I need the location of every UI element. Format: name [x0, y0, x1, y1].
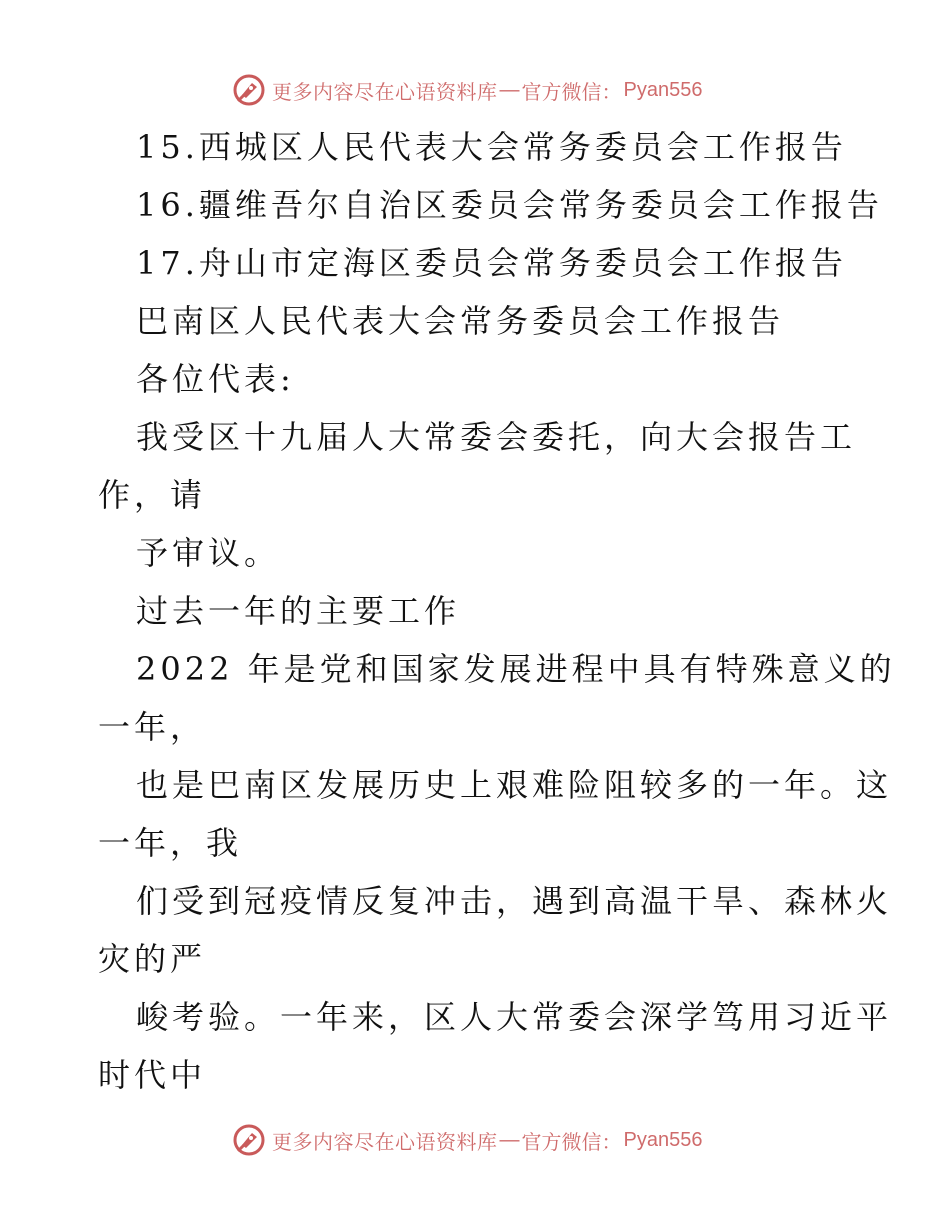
text-line: 峻考验。一年来，区人大常委会深学笃用习近平	[136, 998, 893, 1036]
text-line: 15.西城区人民代表大会常务委员会工作报告	[136, 128, 847, 166]
text-line: 灾的严	[98, 940, 207, 978]
text-line: 予审议。	[136, 534, 281, 572]
text-line: 们受到冠疫情反复冲击，遇到高温干旱、森林火	[136, 882, 893, 920]
header-banner	[232, 70, 702, 110]
text-line: 作，请	[98, 476, 207, 514]
text-line: 16.疆维吾尔自治区委员会常务委员会工作报告	[136, 186, 883, 224]
text-line: 巴南区人民代表大会常务委员会工作报告	[136, 302, 785, 340]
text-line: 各位代表:	[136, 360, 295, 398]
pen-nib-logo-icon	[232, 1123, 266, 1157]
banner-brand: 官方微信：	[521, 79, 622, 104]
banner-wechat-id: Pyan556	[623, 1128, 703, 1151]
text-line: 一年，我	[98, 824, 243, 862]
text-line: 一年，	[98, 708, 207, 746]
text-line: 2022 年是党和国家发展进程中具有特殊意义的	[136, 650, 896, 688]
banner-separator: —	[499, 78, 520, 101]
pen-nib-logo-icon	[232, 73, 266, 107]
banner-brand: 官方微信：	[521, 1129, 622, 1154]
text-line: 过去一年的主要工作	[136, 592, 461, 630]
banner-wechat-id: Pyan556	[623, 78, 703, 101]
banner-text: 更多内容尽在心语资料库	[272, 79, 498, 104]
banner-text: 更多内容尽在心语资料库	[272, 1129, 498, 1154]
text-line: 也是巴南区发展历史上艰难险阻较多的一年。这	[136, 766, 893, 804]
text-line: 我受区十九届人大常委会委托，向大会报告工	[136, 418, 857, 456]
footer-banner	[232, 1120, 702, 1160]
banner-separator: —	[499, 1128, 520, 1151]
text-line: 时代中	[98, 1056, 207, 1094]
text-line: 17.舟山市定海区委员会常务委员会工作报告	[136, 244, 847, 282]
